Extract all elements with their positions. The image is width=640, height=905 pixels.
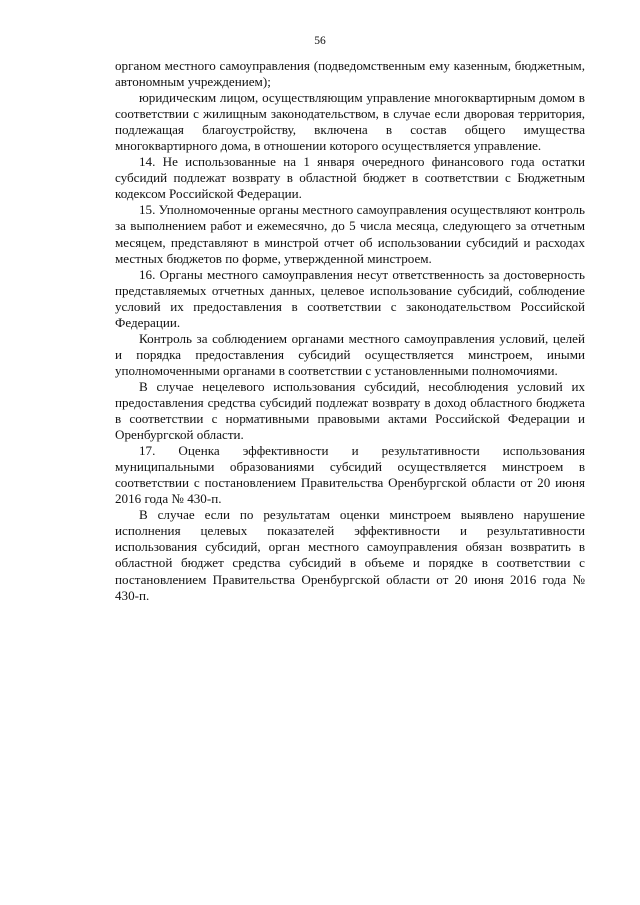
paragraph-17: 17. Оценка эффективности и результативности использования муниципальными образованиями субсидий осуществляется минстроем в соответствии с постановлением Правительства Оренбургской области от 20 июня 2016 года № 430-п. <box>115 443 585 507</box>
paragraph-misuse: В случае нецелевого использования субсидий, несоблюдения условий их предоставления средства субсидий подлежат возврату в доход областного бюджета в соответствии с нормативными правовыми актами Российской Федерации и Оренбургской области. <box>115 378 585 443</box>
paragraph-legal-entity: юридическим лицом, осуществляющим управление многоквартирным домом в соответствии с жилищным законодательством, в случае если дворовая территория, подлежащая благоустройству, включена в состав общего имущества многоквартирного дома, в отношении которого осуществляется управление. <box>115 90 585 154</box>
document-body <box>115 58 585 604</box>
paragraph-16: 16. Органы местного самоуправления несут ответственность за достоверность представляемых отчетных данных, целевое использование субсидий, соблюдение условий их предоставления в соответствии с законодательством Российской Федерации. <box>115 266 585 330</box>
paragraph-continuation: органом местного самоуправления (подведомственным ему казенным, бюджетным, автономным учреждением); <box>115 58 585 90</box>
paragraph-15: 15. Уполномоченные органы местного самоуправления осуществляют контроль за выполнением работ и ежемесячно, до 5 числа месяца, следующего за отчетным месяцем, представляют в минстрой отчет об использовании субсидий и расходах местных бюджетов по форме, утвержденной минстроем. <box>115 202 585 266</box>
page-number: 56 <box>314 35 326 47</box>
paragraph-14: 14. Не использованные на 1 января очередного финансового года остатки субсидий подлежат возврату в областной бюджет в соответствии с Бюджетным кодексом Российской Федерации. <box>115 154 585 202</box>
paragraph-violation: В случае если по результатам оценки минстроем выявлено нарушение исполнения целевых показателей эффективности и результативности использования субсидий, орган местного самоуправления обязан возвратить в областной бюджет средства субсидий в объеме и порядке в соответствии с постановлением Правительства Оренбургской области от 20 июня 2016 года № 430-п. <box>115 507 585 603</box>
paragraph-control: Контроль за соблюдением органами местного самоуправления условий, целей и порядка предоставления субсидий осуществляется минстроем, иными уполномоченными органами в соответствии с установленными полномочиями. <box>115 330 585 378</box>
